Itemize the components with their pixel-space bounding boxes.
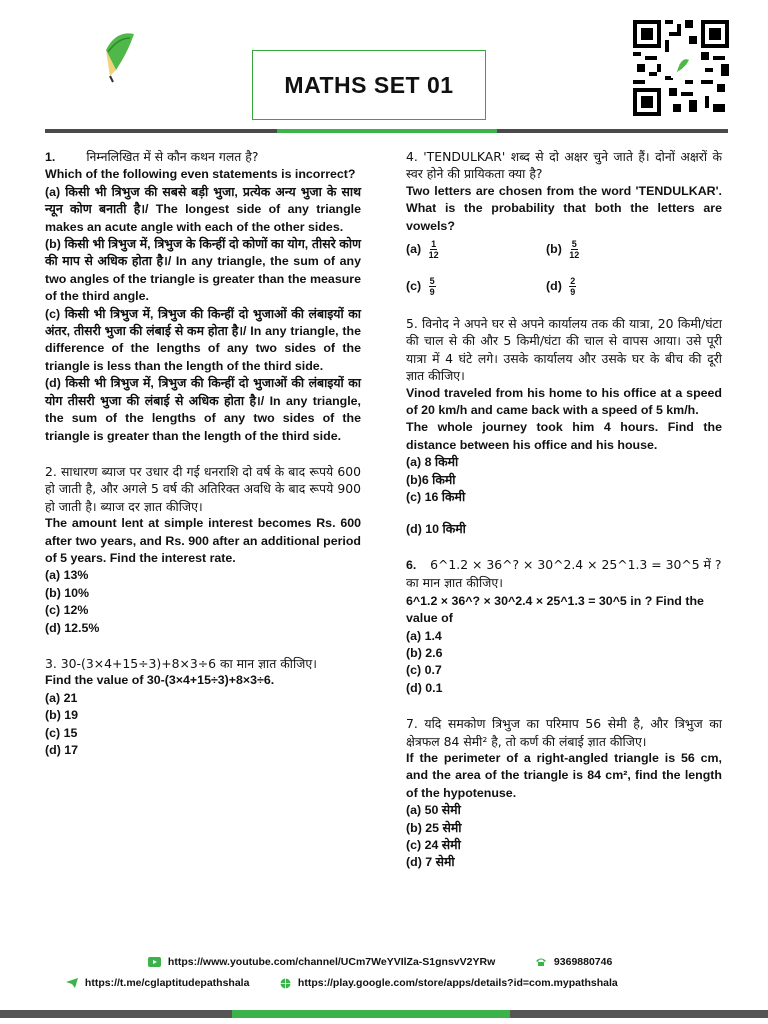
q4-english: Two letters are chosen from the word 'TENDULKAR'. What is the probability that both the letters are vowels? bbox=[406, 183, 722, 233]
q2-option-c: (c) 12% bbox=[45, 603, 89, 618]
q5-english-1: Vinod traveled from his home to his office at a speed of 20 km/h and came back with a speed of 5 km/h. bbox=[406, 385, 722, 418]
q5-option-b: (b)6 किमी bbox=[406, 472, 456, 487]
q2-option-d: (d) 12.5% bbox=[45, 620, 100, 635]
q7-english: If the perimeter of a right-angled triangle is 56 cm, and the area of the triangle is 84 cm², find the length of the hypotenuse. bbox=[406, 750, 722, 800]
q2-option-b: (b) 10% bbox=[45, 585, 90, 600]
playstore-link[interactable]: https://play.google.com/store/apps/details?id=com.mypathshala bbox=[297, 977, 618, 989]
q7-option-c: (c) 24 सेमी bbox=[406, 838, 461, 852]
q1-option-a: (a) किसी भी त्रिभुज की सबसे बड़ी भुजा, प्रत्येक अन्य भुजा के साथ न्यून कोण बनाती है।/ The longest side of any triangle makes an acute angle with each of the other sides. bbox=[45, 184, 361, 234]
q5-hindi: 5. विनोद ने अपने घर से अपने कार्यालय तक की यात्रा, 20 किमी/घंटा की चाल से की और 5 किमी/घंटा की चाल से वापस आया। उसे पूरी यात्रा में 4 घंटे लगे। उसके कार्यालय और उसके घर के बीच की दूरी ज्ञात कीजिए। bbox=[406, 316, 722, 384]
phone-number[interactable]: 9369880746 bbox=[553, 956, 613, 968]
q3-option-b: (b) 19 bbox=[45, 708, 79, 723]
q6-option-c: (c) 0.7 bbox=[406, 663, 442, 678]
q7-hindi: 7. यदि समकोण त्रिभुज का परिमाप 56 सेमी है, और त्रिभुज का क्षेत्रफल 84 सेमी² है, तो कर्ण की लंबाई ज्ञात कीजिए। bbox=[406, 716, 722, 749]
page-title: MATHS SET 01 bbox=[284, 71, 454, 98]
q7-option-a: (a) 50 सेमी bbox=[406, 803, 461, 818]
q6-option-d: (d) 0.1 bbox=[406, 680, 443, 695]
q6-english: 6^1.2 × 36^? × 30^2.4 × 25^1.3 = 30^5 in ? Find the value of bbox=[406, 593, 704, 626]
header-divider bbox=[45, 129, 728, 133]
q5-option-a: (a) 8 किमी bbox=[406, 455, 459, 470]
q4-option-b: (b) $\frac{5}{12}$ bbox=[546, 239, 580, 261]
q6-option-b: (b) 2.6 bbox=[406, 645, 443, 660]
q7-option-d: (d) 7 सेमी bbox=[406, 855, 455, 870]
q1-title: 1. निम्नलिखित में से कौन कथन गलत है? bbox=[45, 149, 259, 164]
title-box bbox=[252, 50, 486, 120]
q1-option-b: (b) किसी भी त्रिभुज में, त्रिभुज के किन्हीं दो कोणों का योग, तीसरे कोण की माप से अधिक होता है।/ In any triangle, the sum of any two angles of the triangle is greater than the measure of the third angle. bbox=[45, 237, 361, 304]
footer-divider bbox=[0, 1010, 768, 1018]
q1-option-c: (c) किसी भी त्रिभुज में, त्रिभुज की किन्हीं दो भुजाओं की लंबाइयों का अंतर, तीसरी भुजा की लंबाई से कम होता है।/ In any triangle, the difference of the lengths of any two sides of the triangle is less than the length of the third side. bbox=[45, 306, 361, 373]
q2-english: The amount lent at simple interest becomes Rs. 600 after two years, and Rs. 900 after an additional period of 5 years. Find the interest rate. bbox=[45, 516, 361, 565]
q3-option-d: (d) 17 bbox=[45, 743, 79, 757]
q2-hindi: 2. साधारण ब्याज पर उधार दी गई धनराशि दो वर्ष के बाद रूपये 600 हो जाती है, और अगले 5 वर्ष की अतिरिक्त अवधि के बाद रूपये 900 हो जाती है। ब्याज दर ज्ञात कीजिए। bbox=[45, 463, 361, 514]
q6-option-a: (a) 1.4 bbox=[406, 628, 442, 643]
left-column bbox=[45, 148, 361, 759]
q5-option-d: (d) 10 किमी bbox=[406, 521, 466, 536]
q3-option-a: (a) 21 bbox=[45, 690, 78, 705]
telegram-link[interactable]: https://t.me/cglaptitudepathshala bbox=[84, 977, 250, 989]
globe-icon bbox=[280, 978, 291, 989]
q4-option-a: (a) $\frac{1}{12}$ bbox=[406, 239, 439, 261]
telegram-icon bbox=[66, 978, 78, 988]
q7-option-b: (b) 25 सेमी bbox=[406, 820, 462, 835]
q3-option-c: (c) 15 bbox=[45, 725, 78, 740]
youtube-icon bbox=[148, 957, 161, 967]
q4-option-d: (d) $\frac{2}{9}$ bbox=[546, 276, 576, 298]
pencil-leaf-logo bbox=[98, 30, 138, 90]
q1-english: Which of the following even statements is incorrect? bbox=[45, 167, 356, 182]
q4-option-c: (c) $\frac{5}{9}$ bbox=[406, 276, 435, 298]
q4-hindi: 4. 'TENDULKAR' शब्द से दो अक्षर चुने जाते हैं। दोनों अक्षरों के स्वर होने की प्रायिकता क्या है? bbox=[406, 149, 722, 182]
youtube-link[interactable]: https://www.youtube.com/channel/UCm7WeYVIlZa-S1gnsvV2YRw bbox=[167, 956, 496, 968]
qr-code bbox=[633, 20, 729, 116]
q2-option-a: (a) 13% bbox=[45, 568, 89, 583]
q1-option-d: (d) किसी भी त्रिभुज में, त्रिभुज की किन्हीं दो भुजाओं की लंबाइयों का योग तीसरी भुजा की लंबाई से अधिक होता है।/ In any triangle, the sum of the lengths of any two sides of the triangle is greater than the length of the third side. bbox=[45, 376, 361, 443]
q3-hindi: 3. 30-(3×4+15÷3)+8×3÷6 का मान ज्ञात कीजिए। bbox=[45, 655, 317, 671]
phone-icon bbox=[535, 957, 547, 967]
right-column bbox=[406, 148, 722, 872]
q3-english: Find the value of 30-(3×4+15÷3)+8×3÷6. bbox=[45, 673, 275, 688]
q5-english-2: The whole journey took him 4 hours. Find the distance between his office and his house. bbox=[406, 420, 722, 452]
q6-hindi: 6. 6^1.2 × 36^? × 30^2.4 × 25^1.3 = 30^5 में ? का मान ज्ञात कीजिए। bbox=[406, 556, 722, 591]
q5-option-c: (c) 16 किमी bbox=[406, 490, 466, 505]
